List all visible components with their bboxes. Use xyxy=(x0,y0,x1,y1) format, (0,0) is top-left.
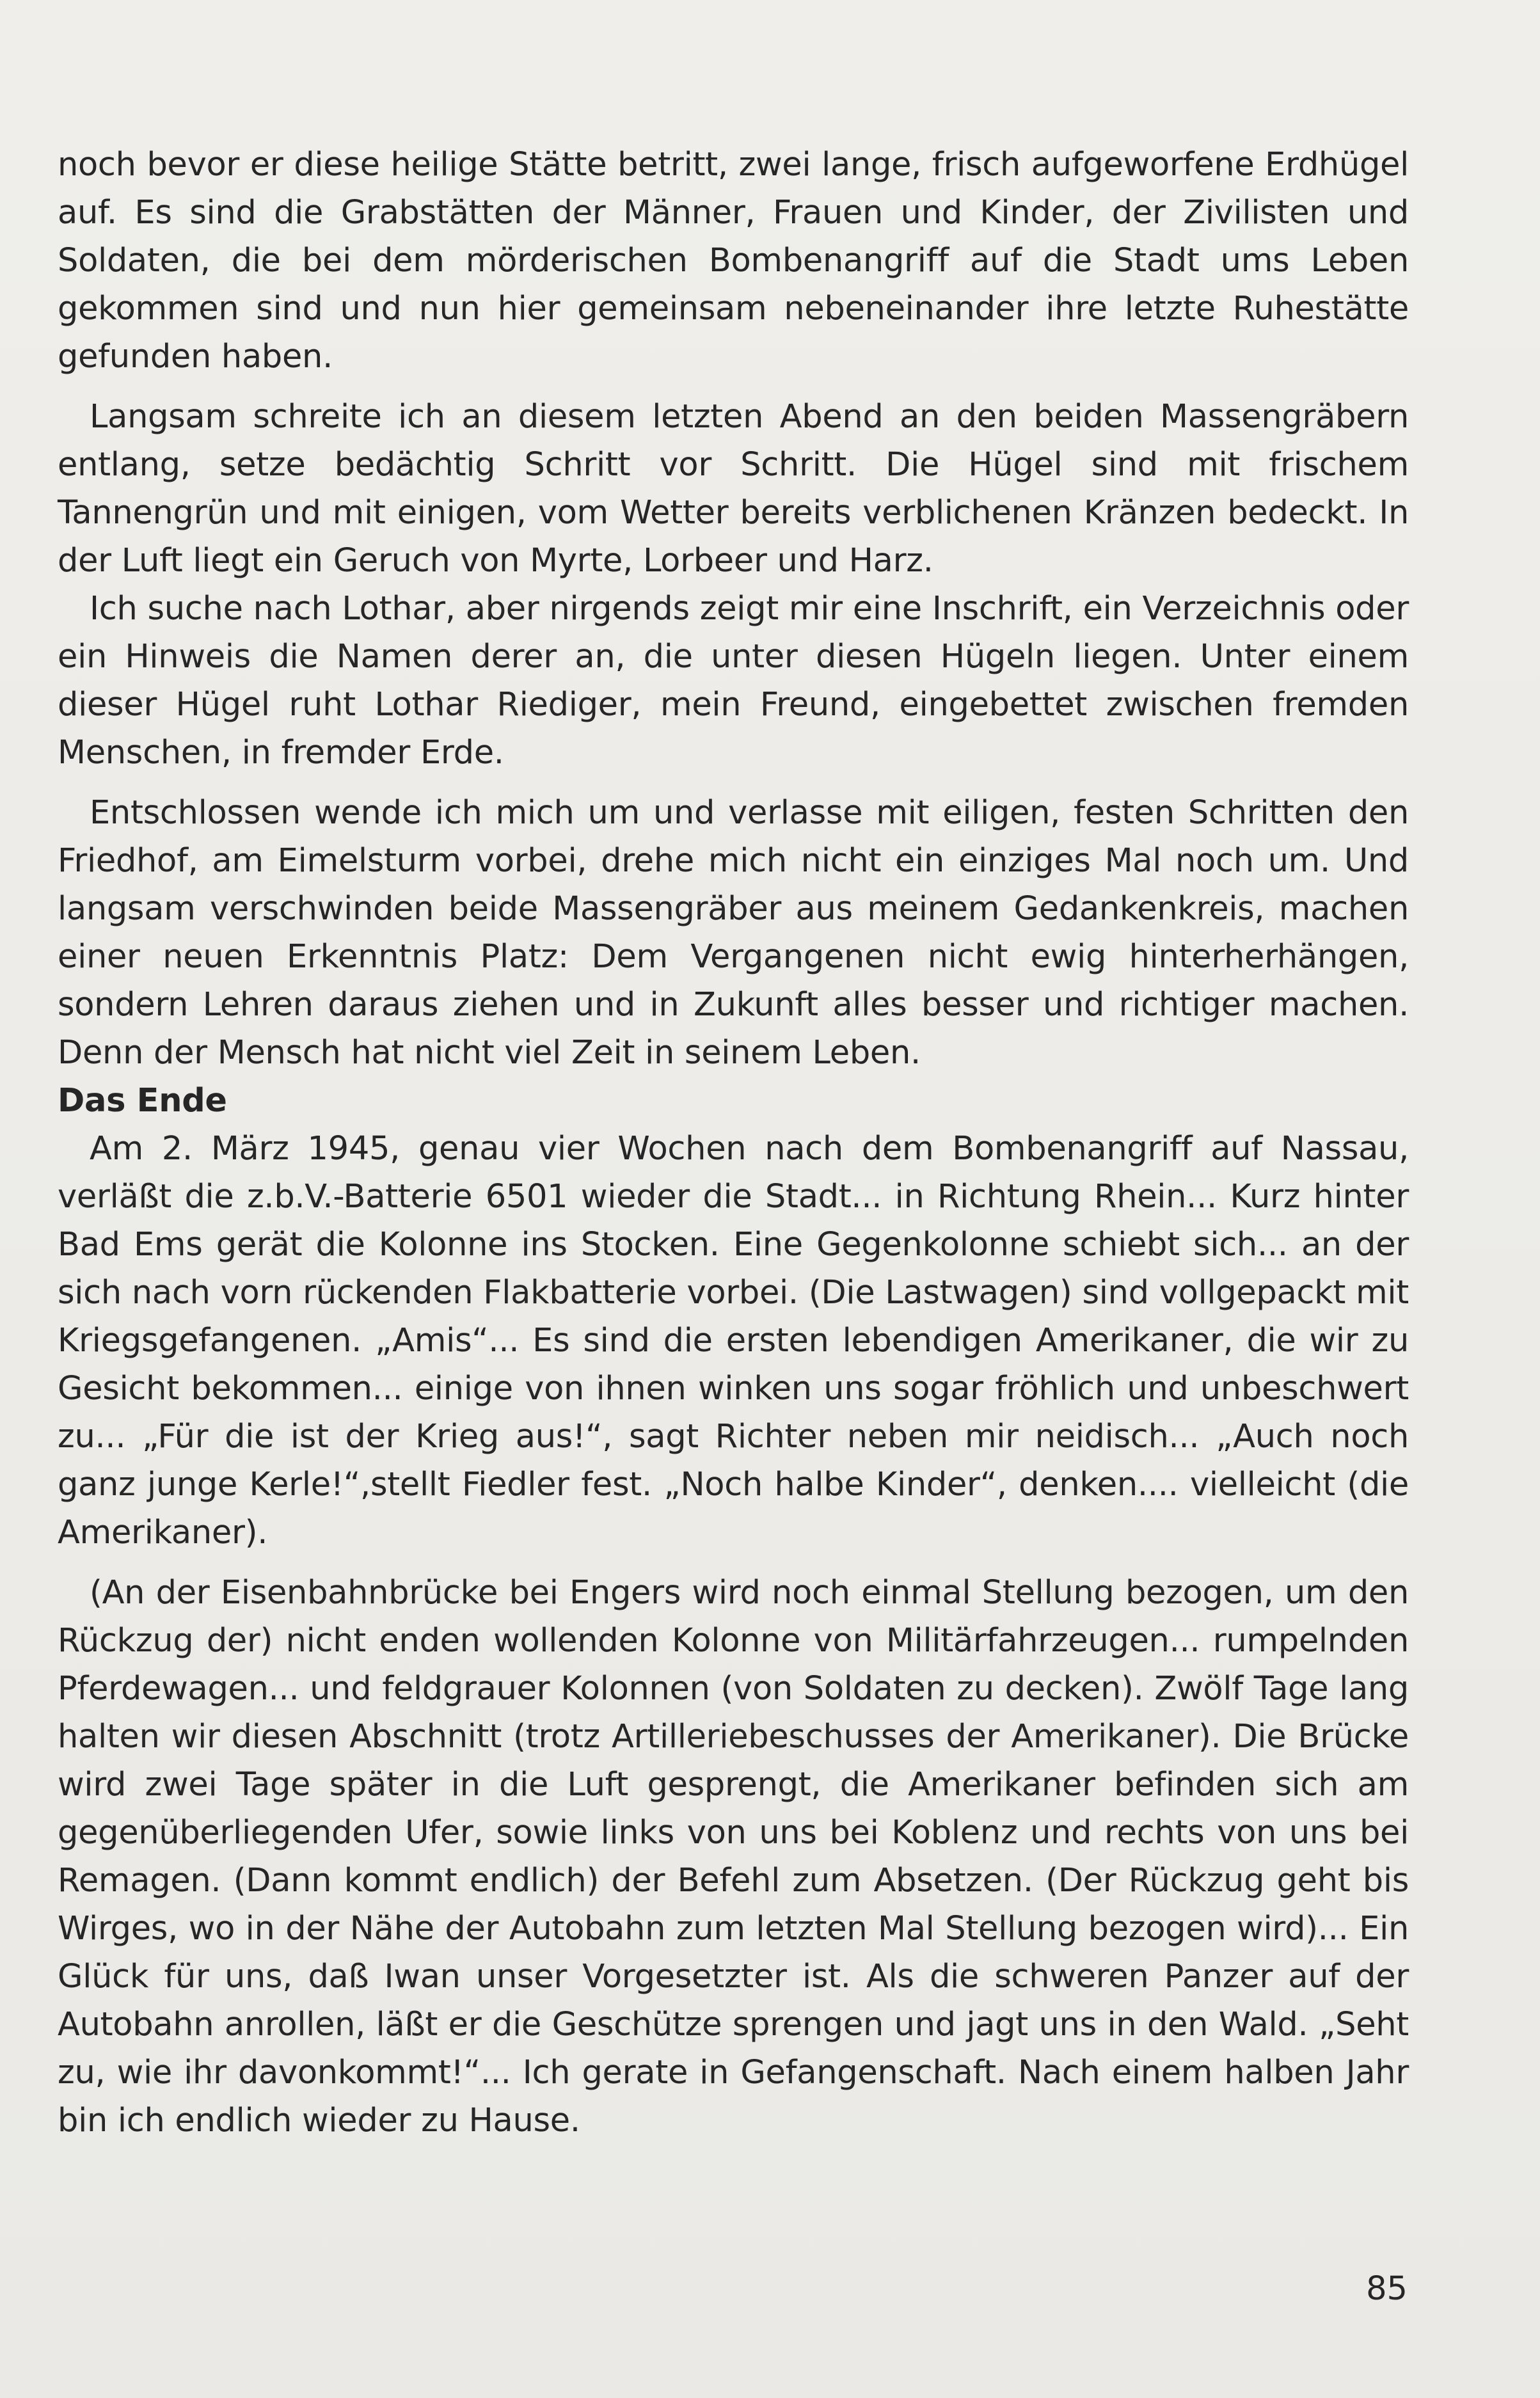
paragraph-march-1945: Am 2. März 1945, genau vier Wochen nach dem Bombenangriff auf Nassau, verläßt die z.b.V.-Batterie 6501 wieder die Stadt... in Richtung Rhein... Kurz hinter Bad Ems gerät die Kolonne ins Stocken. Eine Gegenkolonne schiebt sich... an der sich nach vorn rückenden Flakbatterie vorbei. (Die Lastwagen) sind vollgepackt mit Kriegsgefangenen. „Amis“... Es sind die ersten lebendigen Amerikaner, die wir zu Gesicht bekommen... einige von ihnen winken uns sogar fröhlich und unbeschwert zu... „Für die ist der Krieg aus!“, sagt Richter neben mir neidisch... „Auch noch ganz junge Kerle!“,stellt Fiedler fest. „Noch halbe Kinder“, denken.... vielleicht (die Amerikaner). xyxy=(58,1130,1409,1552)
body-text xyxy=(58,141,1409,2145)
paragraph-continuation: noch bevor er diese heilige Stätte betritt, zwei lange, frisch aufgeworfene Erdhügel auf. Es sind die Grabstätten der Männer, Frauen und Kinder, der Zivilisten und Soldaten, die bei dem mörderischen Bombenangriff auf die Stadt ums Leben gekommen sind und nun hier gemeinsam nebeneinander ihre letzte Ruhestätte gefunden haben. xyxy=(58,146,1409,376)
section-heading: Das Ende xyxy=(58,1082,227,1120)
paragraph-lothar: Ich suche nach Lothar, aber nirgends zeigt mir eine Inschrift, ein Verzeichnis oder ein Hinweis die Namen derer an, die unter diesen Hügeln liegen. Unter einem dieser Hügel ruht Lothar Riediger, mein Freund, eingebettet zwischen fremden Menschen, in fremder Erde. xyxy=(58,590,1409,772)
page-number: 85 xyxy=(1366,2270,1408,2308)
paragraph-mass-graves: Langsam schreite ich an diesem letzten Abend an den beiden Massengräbern entlang, setze bedächtig Schritt vor Schritt. Die Hügel sind mit frischem Tannengrün und mit einigen, vom Wetter bereits verblichenen Kränzen bedeckt. In der Luft liegt ein Geruch von Myrte, Lorbeer und Harz. xyxy=(58,398,1409,580)
paragraph-leaving-cemetery: Entschlossen wende ich mich um und verlasse mit eiligen, festen Schritten den Friedhof, am Eimelsturm vorbei, drehe mich nicht ein einziges Mal noch um. Und langsam verschwinden beide Massengräber aus meinem Gedankenkreis, machen einer neuen Erkenntnis Platz: Dem Vergangenen nicht ewig hinterherhängen, sondern Lehren daraus ziehen und in Zukunft alles besser und richtiger machen. Denn der Mensch hat nicht viel Zeit in seinem Leben. xyxy=(58,794,1409,1072)
paragraph-engers-bridge: (An der Eisenbahnbrücke bei Engers wird noch einmal Stellung bezogen, um den Rückzug der) nicht enden wollenden Kolonne von Militärfahrzeugen... rumpelnden Pferdewagen... und feldgrauer Kolonnen (von Soldaten zu decken). Zwölf Tage lang halten wir diesen Abschnitt (trotz Artilleriebeschusses der Amerikaner). Die Brücke wird zwei Tage später in die Luft gesprengt, die Amerikaner befinden sich am gegenüberliegenden Ufer, sowie links von uns bei Koblenz und rechts von uns bei Remagen. (Dann kommt endlich) der Befehl zum Absetzen. (Der Rückzug geht bis Wirges, wo in der Nähe der Autobahn zum letzten Mal Stellung bezogen wird)... Ein Glück für uns, daß Iwan unser Vorgesetzter ist. Als die schweren Panzer auf der Autobahn anrollen, läßt er die Geschütze sprengen und jagt uns in den Wald. „Seht zu, wie ihr davonkommt!“... Ich gerate in Gefangenschaft. Nach einem halben Jahr bin ich endlich wieder zu Hause. xyxy=(58,1574,1409,2140)
